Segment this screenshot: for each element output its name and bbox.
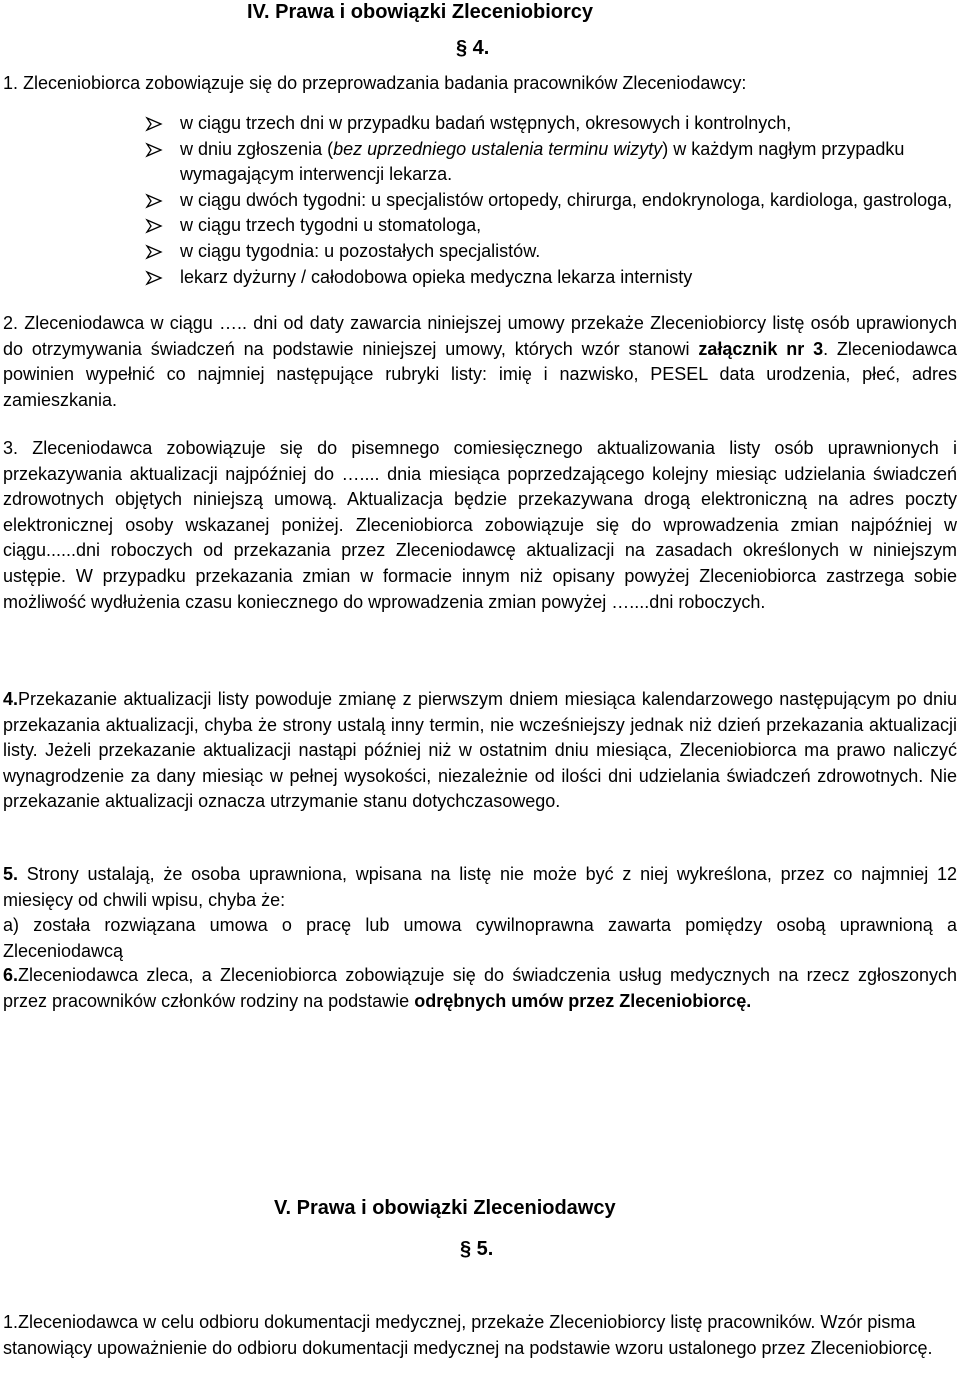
arrow-bullet-icon xyxy=(145,217,163,235)
paragraph-sign-4: § 4. xyxy=(456,37,490,59)
point-4: 4.Przekazanie aktualizacji listy powoduje zmianę z pierwszym dniem miesiąca kalendarzowego następującym po dniu przekazania aktualizacji, chyba że strony ustalą inny termin, nie wcześniejszy jednak niż dzień przekazania aktualizacji listy. Jeżeli przekazanie aktualizacji nastąpi później niż w ostatnim dniu miesiąca, Zleceniobiorca ma prawo naliczyć wynagrodzenie za dany miesiąc w pełnej wysokości, niezależnie od ilości dni udzielania świadczeń zdrowotnych. Nie przekazanie aktualizacji oznacza utrzymanie stanu dotychczasowego. xyxy=(3,689,957,812)
point-5: 5. Strony ustalają, że osoba uprawniona, wpisana na listę nie może być z niej wykreślona, przez co najmniej 12 miesięcy od chwili wpisu, chyba że: a) została rozwiązana umowa o pracę lub umowa cywilnoprawna zawarta pomiędzy osobą uprawnioną a Zleceniodawcą xyxy=(3,862,957,964)
point-5-a: a) została rozwiązana umowa o pracę lub umowa cywilnoprawna zawarta pomiędzy osobą uprawnioną a Zleceniodawcą xyxy=(3,915,957,961)
section-5-point-1: 1.Zleceniodawca w celu odbioru dokumentacji medycznej, przekaże Zleceniobiorcy listę pracowników. Wzór pisma stanowiący upoważnienie do odbioru dokumentacji medycznej na podstawie wzoru ustalonego przez Zleceniobiorcę. xyxy=(3,1312,933,1358)
point-2: 2. Zleceniodawca w ciągu ….. dni od daty zawarcia niniejszej umowy przekaże Zleceniobiorcy listę osób uprawionych do otrzymywania świadczeń na podstawie niniejszej umowy, których wzór stanowi załącznik nr 3. Zleceniodawca powinien wypełnić co najmniej następujące rubryki listy: imię i nazwisko, PESEL data urodzenia, płeć, adres zamieszkania. xyxy=(3,313,957,410)
arrow-bullet-icon xyxy=(145,141,163,159)
arrow-bullet-icon xyxy=(145,115,163,133)
point-3: 3. Zleceniodawca zobowiązuje się do pisemnego comiesięcznego aktualizowania listy osób uprawnionych i przekazywania aktualizacji najpóźniej do ….... dnia miesiąca poprzedzającego kolejny miesiąc udzielania świadczeń zdrowotnych objętych niniejszą umową. Aktualizacja będzie przekazywana drogą elektroniczną na adres poczty elektronicznej osoby wskazanej poniżej. Zleceniobiorca zobowiązuje się do wprowadzenia zmian najpóźniej w ciągu......dni roboczych od przekazania przez Zleceniodawcę aktualizacji na zasadach określonych w niniejszym ustępie. W przypadku przekazania zmian w formacie innym niż opisany powyżej Zleceniobiorca zastrzega sobie możliwość wydłużenia czasu koniecznego do wprowadzenia zmian powyżej …....dni roboczych. xyxy=(3,438,957,612)
section-heading-iv: IV. Prawa i obowiązki Zleceniobiorcy xyxy=(247,1,594,23)
arrow-bullet-icon xyxy=(145,243,163,261)
arrow-bullet-icon xyxy=(145,192,163,210)
point-1-intro: 1. Zleceniobiorca zobowiązuje się do przeprowadzania badania pracowników Zleceniodawcy: xyxy=(3,73,747,93)
list-item: w ciągu tygodnia: u pozostałych specjalistów. xyxy=(145,239,957,265)
exam-deadlines-list xyxy=(145,111,957,290)
arrow-bullet-icon xyxy=(145,269,163,287)
list-item: lekarz dyżurny / całodobowa opieka medyczna lekarza internisty xyxy=(145,265,957,291)
list-item: w ciągu trzech tygodni u stomatologa, xyxy=(145,213,957,239)
paragraph-sign-5: § 5. xyxy=(460,1238,494,1260)
point-6: 6.Zleceniodawca zleca, a Zleceniobiorca zobowiązuje się do świadczenia usług medycznych na rzecz zgłoszonych przez pracowników członków rodziny na podstawie odrębnych umów przez Zleceniobiorcę. xyxy=(3,965,957,1011)
section-heading-v: V. Prawa i obowiązki Zleceniodawcy xyxy=(274,1197,616,1219)
list-item: w dniu zgłoszenia (bez uprzedniego ustalenia terminu wizyty) w każdym nagłym przypadku wymagającym interwencji lekarza. xyxy=(145,137,957,188)
list-item: w ciągu trzech dni w przypadku badań wstępnych, okresowych i kontrolnych, xyxy=(145,111,957,137)
list-item: w ciągu dwóch tygodni: u specjalistów ortopedy, chirurga, endokrynologa, kardiologa, gastrologa, xyxy=(145,188,957,214)
